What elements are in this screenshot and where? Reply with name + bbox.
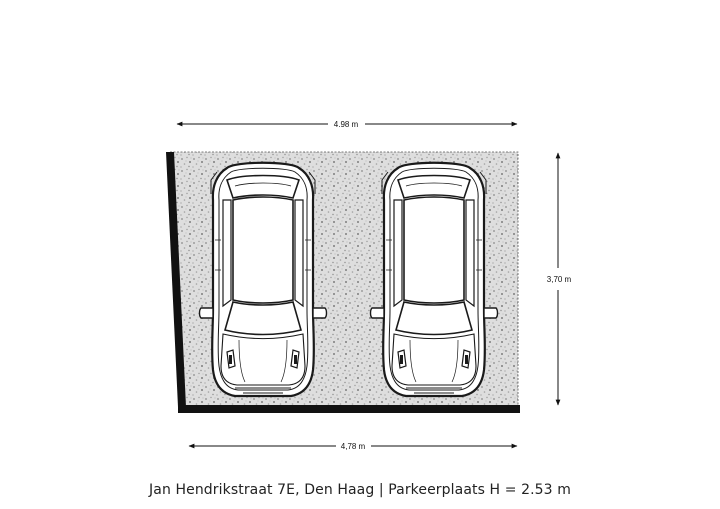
dimension-top-label: 4.98 m	[333, 120, 359, 129]
dimension-top	[177, 120, 517, 129]
car-top-view-icon	[200, 163, 327, 396]
plan-caption: Jan Hendrikstraat 7E, Den Haag | Parkeerplaats H = 2.53 m	[149, 482, 571, 498]
car-top-view-icon	[371, 163, 498, 396]
dimension-right	[547, 153, 572, 405]
dimension-right-label: 3,70 m	[546, 275, 572, 284]
dimension-bottom-label: 4,78 m	[340, 442, 366, 451]
bottom-wall	[178, 405, 520, 413]
dimension-bottom	[189, 442, 517, 451]
